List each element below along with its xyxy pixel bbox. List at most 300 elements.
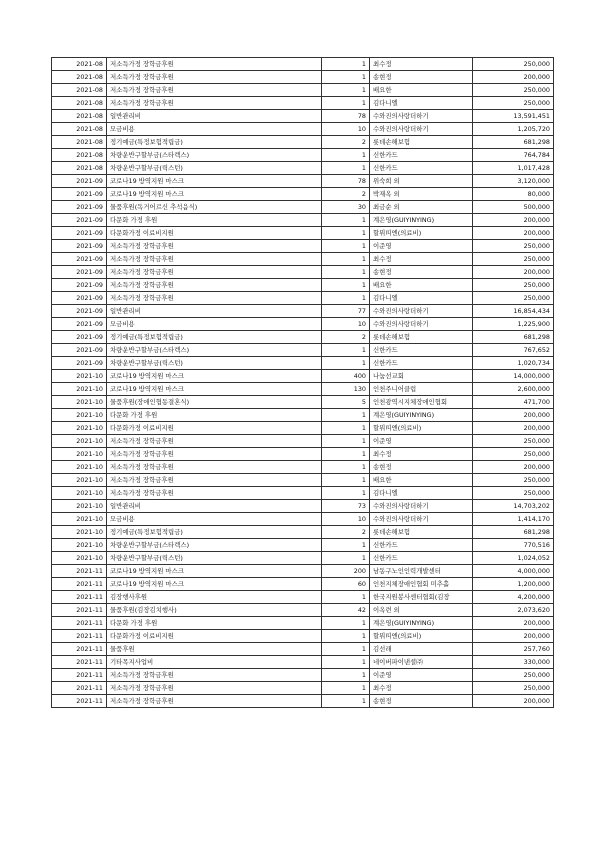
recipient-cell: 김다니엘: [370, 487, 473, 500]
amount-cell: 764,784: [473, 149, 554, 162]
item-cell: 저소득가정 장학금후원: [107, 97, 322, 110]
amount-cell: 250,000: [473, 58, 554, 71]
quantity-cell: 2: [322, 526, 370, 539]
item-cell: 차량운반구할부금(스타렉스): [107, 539, 322, 552]
quantity-cell: 1: [322, 357, 370, 370]
recipient-cell: 최수정: [370, 682, 473, 695]
donation-ledger: [51, 57, 553, 708]
recipient-cell: 박재옥 외: [370, 188, 473, 201]
date-cell: 2021-09: [52, 305, 107, 318]
date-cell: 2021-09: [52, 279, 107, 292]
quantity-cell: 1: [322, 149, 370, 162]
recipient-cell: 이옥련 외: [370, 604, 473, 617]
recipient-cell: 계은영(GUIYINYING): [370, 214, 473, 227]
quantity-cell: 1: [322, 227, 370, 240]
date-cell: 2021-08: [52, 97, 107, 110]
table-row: [52, 331, 554, 344]
date-cell: 2021-09: [52, 292, 107, 305]
quantity-cell: 1: [322, 682, 370, 695]
table-row: [52, 58, 554, 71]
table-row: [52, 97, 554, 110]
recipient-cell: 위숙희 외: [370, 175, 473, 188]
date-cell: 2021-09: [52, 266, 107, 279]
item-cell: 차량운반구할부금(릭스턴): [107, 162, 322, 175]
item-cell: 코로나19 방역지원 마스크: [107, 578, 322, 591]
amount-cell: 500,000: [473, 201, 554, 214]
recipient-cell: 계은영(GUIYINYING): [370, 617, 473, 630]
table-row: [52, 188, 554, 201]
amount-cell: 681,298: [473, 331, 554, 344]
item-cell: 코로나19 방역지원 마스크: [107, 565, 322, 578]
table-row: [52, 591, 554, 604]
amount-cell: 767,652: [473, 344, 554, 357]
quantity-cell: 10: [322, 318, 370, 331]
item-cell: 저소득가정 장학금후원: [107, 682, 322, 695]
quantity-cell: 1: [322, 435, 370, 448]
table-row: [52, 344, 554, 357]
quantity-cell: 1: [322, 487, 370, 500]
amount-cell: 2,600,000: [473, 383, 554, 396]
amount-cell: 681,298: [473, 136, 554, 149]
date-cell: 2021-10: [52, 422, 107, 435]
table-row: [52, 253, 554, 266]
quantity-cell: 1: [322, 214, 370, 227]
item-cell: 저소득가정 장학금후원: [107, 279, 322, 292]
table-row: [52, 695, 554, 708]
amount-cell: 200,000: [473, 214, 554, 227]
amount-cell: 681,298: [473, 526, 554, 539]
table-row: [52, 500, 554, 513]
amount-cell: 257,760: [473, 643, 554, 656]
quantity-cell: 130: [322, 383, 370, 396]
quantity-cell: 1: [322, 630, 370, 643]
item-cell: 모금비용: [107, 513, 322, 526]
recipient-cell: 신한카드: [370, 552, 473, 565]
quantity-cell: 42: [322, 604, 370, 617]
quantity-cell: 1: [322, 643, 370, 656]
date-cell: 2021-08: [52, 110, 107, 123]
item-cell: 차량운반구할부금(릭스턴): [107, 552, 322, 565]
amount-cell: 3,120,000: [473, 175, 554, 188]
recipient-cell: 할뮈띠엔(의료비): [370, 227, 473, 240]
recipient-cell: 송현정: [370, 71, 473, 84]
table-row: [52, 162, 554, 175]
amount-cell: 250,000: [473, 448, 554, 461]
amount-cell: 250,000: [473, 435, 554, 448]
quantity-cell: 1: [322, 344, 370, 357]
amount-cell: 13,591,451: [473, 110, 554, 123]
item-cell: 저소득가정 장학금후원: [107, 448, 322, 461]
donation-table: [51, 57, 554, 708]
recipient-cell: 인천지체장애인협회 미추홀: [370, 578, 473, 591]
recipient-cell: 송현정: [370, 461, 473, 474]
quantity-cell: 10: [322, 123, 370, 136]
date-cell: 2021-11: [52, 617, 107, 630]
item-cell: 모금비용: [107, 318, 322, 331]
recipient-cell: 나눔선교회: [370, 370, 473, 383]
item-cell: 물품후원: [107, 643, 322, 656]
table-row: [52, 266, 554, 279]
quantity-cell: 1: [322, 669, 370, 682]
amount-cell: 14,703,202: [473, 500, 554, 513]
recipient-cell: 김다니엘: [370, 292, 473, 305]
quantity-cell: 1: [322, 409, 370, 422]
date-cell: 2021-10: [52, 370, 107, 383]
table-row: [52, 630, 554, 643]
quantity-cell: 1: [322, 695, 370, 708]
table-row: [52, 370, 554, 383]
quantity-cell: 1: [322, 97, 370, 110]
item-cell: 일반관리비: [107, 305, 322, 318]
recipient-cell: 김선래: [370, 643, 473, 656]
item-cell: 저소득가정 장학금후원: [107, 435, 322, 448]
date-cell: 2021-11: [52, 643, 107, 656]
item-cell: 차량운반구할부금(스타렉스): [107, 344, 322, 357]
table-row: [52, 383, 554, 396]
date-cell: 2021-10: [52, 487, 107, 500]
item-cell: 저소득가정 장학금후원: [107, 84, 322, 97]
item-cell: 저소득가정 장학금후원: [107, 461, 322, 474]
item-cell: 저소득가정 장학금후원: [107, 266, 322, 279]
date-cell: 2021-10: [52, 461, 107, 474]
quantity-cell: 200: [322, 565, 370, 578]
amount-cell: 250,000: [473, 253, 554, 266]
quantity-cell: 1: [322, 279, 370, 292]
quantity-cell: 1: [322, 58, 370, 71]
amount-cell: 200,000: [473, 266, 554, 279]
date-cell: 2021-11: [52, 604, 107, 617]
item-cell: 김장행사후원: [107, 591, 322, 604]
quantity-cell: 1: [322, 292, 370, 305]
table-row: [52, 435, 554, 448]
item-cell: 저소득가정 장학금후원: [107, 695, 322, 708]
amount-cell: 200,000: [473, 422, 554, 435]
amount-cell: 200,000: [473, 227, 554, 240]
table-row: [52, 279, 554, 292]
table-row: [52, 461, 554, 474]
item-cell: 다문화가정 이료비지원: [107, 630, 322, 643]
table-row: [52, 669, 554, 682]
item-cell: 다문화가정 이료비지원: [107, 227, 322, 240]
recipient-cell: 배요한: [370, 474, 473, 487]
amount-cell: 250,000: [473, 279, 554, 292]
date-cell: 2021-11: [52, 656, 107, 669]
table-row: [52, 578, 554, 591]
quantity-cell: 30: [322, 201, 370, 214]
date-cell: 2021-10: [52, 409, 107, 422]
table-row: [52, 84, 554, 97]
table-row: [52, 136, 554, 149]
amount-cell: 200,000: [473, 617, 554, 630]
recipient-cell: 신한카드: [370, 344, 473, 357]
recipient-cell: 롯데손해보험: [370, 331, 473, 344]
table-row: [52, 318, 554, 331]
quantity-cell: 1: [322, 656, 370, 669]
recipient-cell: 할뮈띠엔(의료비): [370, 630, 473, 643]
recipient-cell: 네이버파이낸셜㈜: [370, 656, 473, 669]
item-cell: 저소득가정 장학금후원: [107, 487, 322, 500]
table-row: [52, 565, 554, 578]
item-cell: 물품후원(김장김치행사): [107, 604, 322, 617]
amount-cell: 80,000: [473, 188, 554, 201]
date-cell: 2021-10: [52, 500, 107, 513]
date-cell: 2021-08: [52, 58, 107, 71]
item-cell: 다문화 가정 후원: [107, 214, 322, 227]
item-cell: 정기예금(특정보험적립금): [107, 331, 322, 344]
date-cell: 2021-08: [52, 71, 107, 84]
item-cell: 코로나19 방역지원 마스크: [107, 383, 322, 396]
table-row: [52, 604, 554, 617]
date-cell: 2021-09: [52, 318, 107, 331]
date-cell: 2021-08: [52, 149, 107, 162]
quantity-cell: 1: [322, 240, 370, 253]
recipient-cell: 최금순 외: [370, 201, 473, 214]
recipient-cell: 신한카드: [370, 149, 473, 162]
table-row: [52, 149, 554, 162]
item-cell: 저소득가정 장학금후원: [107, 58, 322, 71]
quantity-cell: 60: [322, 578, 370, 591]
quantity-cell: 1: [322, 253, 370, 266]
amount-cell: 250,000: [473, 84, 554, 97]
amount-cell: 1,020,734: [473, 357, 554, 370]
quantity-cell: 77: [322, 305, 370, 318]
amount-cell: 250,000: [473, 487, 554, 500]
recipient-cell: 이준영: [370, 240, 473, 253]
amount-cell: 250,000: [473, 292, 554, 305]
recipient-cell: 김다니엘: [370, 97, 473, 110]
recipient-cell: 이준영: [370, 435, 473, 448]
table-row: [52, 227, 554, 240]
date-cell: 2021-09: [52, 188, 107, 201]
recipient-cell: 롯데손해보험: [370, 136, 473, 149]
date-cell: 2021-09: [52, 201, 107, 214]
table-row: [52, 357, 554, 370]
item-cell: 저소득가정 장학금후원: [107, 240, 322, 253]
item-cell: 차량운반구할부금(스타렉스): [107, 149, 322, 162]
table-row: [52, 409, 554, 422]
date-cell: 2021-08: [52, 84, 107, 97]
date-cell: 2021-11: [52, 630, 107, 643]
item-cell: 저소득가정 장학금후원: [107, 71, 322, 84]
table-row: [52, 123, 554, 136]
item-cell: 물품후원(독거어르신 추석음식): [107, 201, 322, 214]
amount-cell: 16,854,434: [473, 305, 554, 318]
quantity-cell: 1: [322, 539, 370, 552]
table-row: [52, 292, 554, 305]
item-cell: 저소득가정 장학금후원: [107, 474, 322, 487]
item-cell: 다문화 가정 후원: [107, 617, 322, 630]
recipient-cell: 수와진의사랑더하기: [370, 305, 473, 318]
amount-cell: 250,000: [473, 669, 554, 682]
item-cell: 저소득가정 장학금후원: [107, 669, 322, 682]
amount-cell: 14,000,000: [473, 370, 554, 383]
table-row: [52, 240, 554, 253]
quantity-cell: 78: [322, 175, 370, 188]
amount-cell: 250,000: [473, 97, 554, 110]
quantity-cell: 1: [322, 617, 370, 630]
item-cell: 차량운반구할부금(릭스턴): [107, 357, 322, 370]
table-row: [52, 656, 554, 669]
table-row: [52, 526, 554, 539]
amount-cell: 2,073,620: [473, 604, 554, 617]
date-cell: 2021-09: [52, 175, 107, 188]
date-cell: 2021-11: [52, 565, 107, 578]
date-cell: 2021-10: [52, 539, 107, 552]
date-cell: 2021-08: [52, 123, 107, 136]
recipient-cell: 수와진의사랑더하기: [370, 500, 473, 513]
item-cell: 물품후원(장애인협동결혼식): [107, 396, 322, 409]
date-cell: 2021-10: [52, 513, 107, 526]
quantity-cell: 2: [322, 188, 370, 201]
table-row: [52, 487, 554, 500]
date-cell: 2021-10: [52, 396, 107, 409]
amount-cell: 200,000: [473, 71, 554, 84]
date-cell: 2021-09: [52, 331, 107, 344]
table-row: [52, 617, 554, 630]
amount-cell: 1,024,052: [473, 552, 554, 565]
date-cell: 2021-09: [52, 357, 107, 370]
date-cell: 2021-10: [52, 435, 107, 448]
amount-cell: 250,000: [473, 682, 554, 695]
quantity-cell: 1: [322, 591, 370, 604]
quantity-cell: 1: [322, 461, 370, 474]
table-body: [52, 58, 554, 708]
recipient-cell: 남동구노인인력개발센터: [370, 565, 473, 578]
recipient-cell: 인천광역시지체장애인협회: [370, 396, 473, 409]
amount-cell: 471,700: [473, 396, 554, 409]
item-cell: 다문화가정 이료비지원: [107, 422, 322, 435]
date-cell: 2021-09: [52, 253, 107, 266]
table-row: [52, 71, 554, 84]
recipient-cell: 수와진의사랑더하기: [370, 123, 473, 136]
table-row: [52, 448, 554, 461]
date-cell: 2021-11: [52, 591, 107, 604]
recipient-cell: 수와진의사랑더하기: [370, 110, 473, 123]
recipient-cell: 수와진의사랑더하기: [370, 318, 473, 331]
table-row: [52, 110, 554, 123]
amount-cell: 4,000,000: [473, 565, 554, 578]
quantity-cell: 73: [322, 500, 370, 513]
date-cell: 2021-11: [52, 669, 107, 682]
date-cell: 2021-10: [52, 448, 107, 461]
table-row: [52, 422, 554, 435]
quantity-cell: 2: [322, 136, 370, 149]
recipient-cell: 계은영(GUIYINYING): [370, 409, 473, 422]
item-cell: 코로나19 방역지원 마스크: [107, 175, 322, 188]
item-cell: 일반관리비: [107, 110, 322, 123]
table-row: [52, 682, 554, 695]
item-cell: 저소득가정 장학금후원: [107, 292, 322, 305]
date-cell: 2021-11: [52, 682, 107, 695]
recipient-cell: 롯데손해보험: [370, 526, 473, 539]
table-row: [52, 539, 554, 552]
date-cell: 2021-09: [52, 344, 107, 357]
quantity-cell: 1: [322, 71, 370, 84]
date-cell: 2021-09: [52, 240, 107, 253]
quantity-cell: 2: [322, 331, 370, 344]
recipient-cell: 최수정: [370, 58, 473, 71]
quantity-cell: 1: [322, 448, 370, 461]
recipient-cell: 인천주니어클럽: [370, 383, 473, 396]
amount-cell: 1,414,170: [473, 513, 554, 526]
table-row: [52, 201, 554, 214]
amount-cell: 1,225,900: [473, 318, 554, 331]
amount-cell: 250,000: [473, 474, 554, 487]
recipient-cell: 송현정: [370, 695, 473, 708]
date-cell: 2021-09: [52, 227, 107, 240]
recipient-cell: 한국지원봉사센터협회(김장: [370, 591, 473, 604]
item-cell: 일반관리비: [107, 500, 322, 513]
amount-cell: 200,000: [473, 461, 554, 474]
recipient-cell: 신한카드: [370, 162, 473, 175]
quantity-cell: 5: [322, 396, 370, 409]
table-row: [52, 513, 554, 526]
date-cell: 2021-10: [52, 474, 107, 487]
table-row: [52, 643, 554, 656]
item-cell: 정기예금(특정보험적립금): [107, 526, 322, 539]
amount-cell: 1,200,000: [473, 578, 554, 591]
item-cell: 저소득가정 장학금후원: [107, 253, 322, 266]
recipient-cell: 수와진의사랑더하기: [370, 513, 473, 526]
recipient-cell: 이준영: [370, 669, 473, 682]
quantity-cell: 1: [322, 422, 370, 435]
item-cell: 기타목지사업비: [107, 656, 322, 669]
amount-cell: 4,200,000: [473, 591, 554, 604]
amount-cell: 200,000: [473, 409, 554, 422]
quantity-cell: 10: [322, 513, 370, 526]
table-row: [52, 552, 554, 565]
amount-cell: 1,017,428: [473, 162, 554, 175]
recipient-cell: 최수정: [370, 448, 473, 461]
recipient-cell: 할뮈띠엔(의료비): [370, 422, 473, 435]
recipient-cell: 송현정: [370, 266, 473, 279]
table-row: [52, 474, 554, 487]
table-row: [52, 214, 554, 227]
amount-cell: 250,000: [473, 240, 554, 253]
quantity-cell: 1: [322, 162, 370, 175]
item-cell: 정기예금(특정보험적립금): [107, 136, 322, 149]
date-cell: 2021-11: [52, 695, 107, 708]
item-cell: 코로나19 방역지원 마스크: [107, 188, 322, 201]
date-cell: 2021-10: [52, 383, 107, 396]
quantity-cell: 1: [322, 266, 370, 279]
item-cell: 다문화 가정 후원: [107, 409, 322, 422]
recipient-cell: 배요한: [370, 279, 473, 292]
recipient-cell: 신한카드: [370, 539, 473, 552]
table-row: [52, 396, 554, 409]
recipient-cell: 배요한: [370, 84, 473, 97]
date-cell: 2021-09: [52, 214, 107, 227]
recipient-cell: 신한카드: [370, 357, 473, 370]
item-cell: 코로나19 방역지원 마스크: [107, 370, 322, 383]
date-cell: 2021-08: [52, 136, 107, 149]
quantity-cell: 400: [322, 370, 370, 383]
quantity-cell: 1: [322, 474, 370, 487]
date-cell: 2021-08: [52, 162, 107, 175]
amount-cell: 200,000: [473, 695, 554, 708]
amount-cell: 200,000: [473, 630, 554, 643]
amount-cell: 770,516: [473, 539, 554, 552]
table-row: [52, 305, 554, 318]
date-cell: 2021-10: [52, 526, 107, 539]
quantity-cell: 78: [322, 110, 370, 123]
item-cell: 모금비용: [107, 123, 322, 136]
quantity-cell: 1: [322, 84, 370, 97]
amount-cell: 1,205,720: [473, 123, 554, 136]
amount-cell: 330,000: [473, 656, 554, 669]
recipient-cell: 최수정: [370, 253, 473, 266]
date-cell: 2021-11: [52, 578, 107, 591]
